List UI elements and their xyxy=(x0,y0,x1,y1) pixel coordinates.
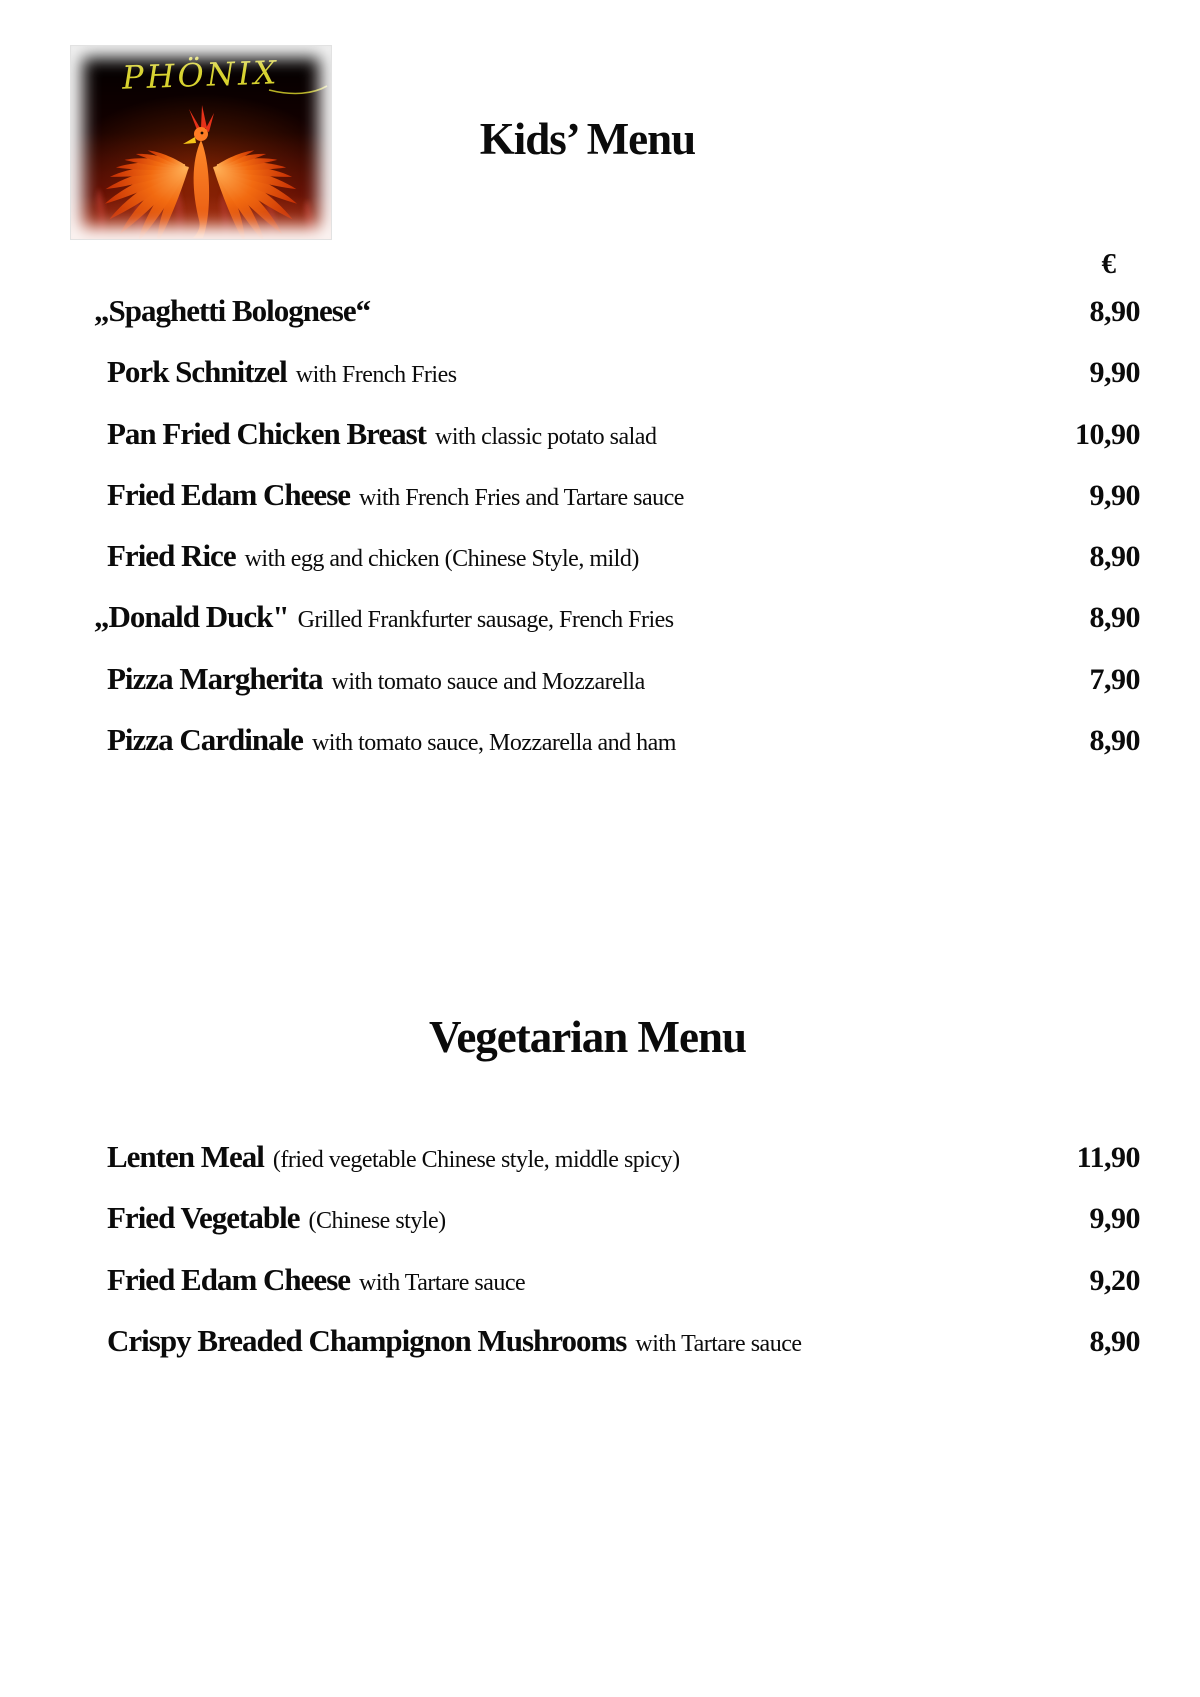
item-name: Pizza Cardinale xyxy=(107,722,303,758)
menu-item-text xyxy=(107,1200,446,1236)
item-desc: with French Fries and Tartare sauce xyxy=(359,484,684,511)
item-desc: with Tartare sauce xyxy=(359,1269,526,1296)
item-price: 11,90 xyxy=(1076,1141,1140,1174)
item-desc: with French Fries xyxy=(295,362,457,389)
item-price: 9,20 xyxy=(1089,1263,1140,1297)
menu-item-row xyxy=(107,1317,1140,1378)
item-name: Pizza Margherita xyxy=(107,660,323,696)
item-name: Pork Schnitzel xyxy=(107,354,287,390)
item-desc: (Chinese style) xyxy=(308,1208,446,1235)
section-items xyxy=(107,1133,1140,1378)
item-price: 8,90 xyxy=(1089,540,1140,574)
item-name: Fried Edam Cheese xyxy=(107,1261,351,1297)
menu-item-text xyxy=(107,1323,802,1359)
section-title: Kids’ Menu xyxy=(479,114,696,164)
logo-brand-text: PHÖNIX xyxy=(121,53,280,97)
item-price: 9,90 xyxy=(1089,1202,1140,1236)
item-desc: (fried vegetable Chinese style, middle spicy) xyxy=(272,1147,680,1173)
item-name: Pan Fried Chicken Breast xyxy=(107,415,426,451)
item-desc: with classic potato salad xyxy=(435,423,657,450)
item-price: 8,90 xyxy=(1089,295,1140,328)
menu-item-text xyxy=(107,1262,525,1298)
item-name: „Spaghetti Bolognese“ xyxy=(94,293,371,328)
item-desc: with egg and chicken (Chinese Style, mild) xyxy=(244,546,639,573)
item-price: 8,90 xyxy=(1089,601,1140,635)
item-desc: with Tartare sauce xyxy=(635,1330,802,1357)
item-price: 9,90 xyxy=(1089,356,1140,390)
menu-item-row xyxy=(107,1256,1140,1317)
menu-item-row xyxy=(107,1194,1140,1255)
item-desc: with tomato sauce and Mozzarella xyxy=(331,668,645,695)
item-price: 10,90 xyxy=(1075,417,1140,451)
currency-symbol: € xyxy=(1101,248,1116,280)
section-title: Vegetarian Menu xyxy=(428,1012,747,1062)
menu-item-text xyxy=(107,1139,680,1175)
item-name: Fried Edam Cheese xyxy=(107,476,351,512)
item-desc: with tomato sauce, Mozzarella and ham xyxy=(311,730,676,757)
item-price: 7,90 xyxy=(1089,662,1140,696)
menu-item-row xyxy=(107,1133,1140,1194)
item-name: „Donald Duck" xyxy=(94,599,289,635)
item-name: Lenten Meal xyxy=(107,1139,264,1174)
item-desc: Grilled Frankfurter sausage, French Fries xyxy=(297,607,674,634)
item-price: 8,90 xyxy=(1089,724,1140,758)
item-price: 8,90 xyxy=(1089,1324,1140,1358)
item-price: 9,90 xyxy=(1089,478,1140,512)
item-name: Fried Rice xyxy=(107,538,236,574)
item-name: Fried Vegetable xyxy=(107,1200,300,1236)
item-name: Crispy Breaded Champignon Mushrooms xyxy=(107,1322,627,1358)
